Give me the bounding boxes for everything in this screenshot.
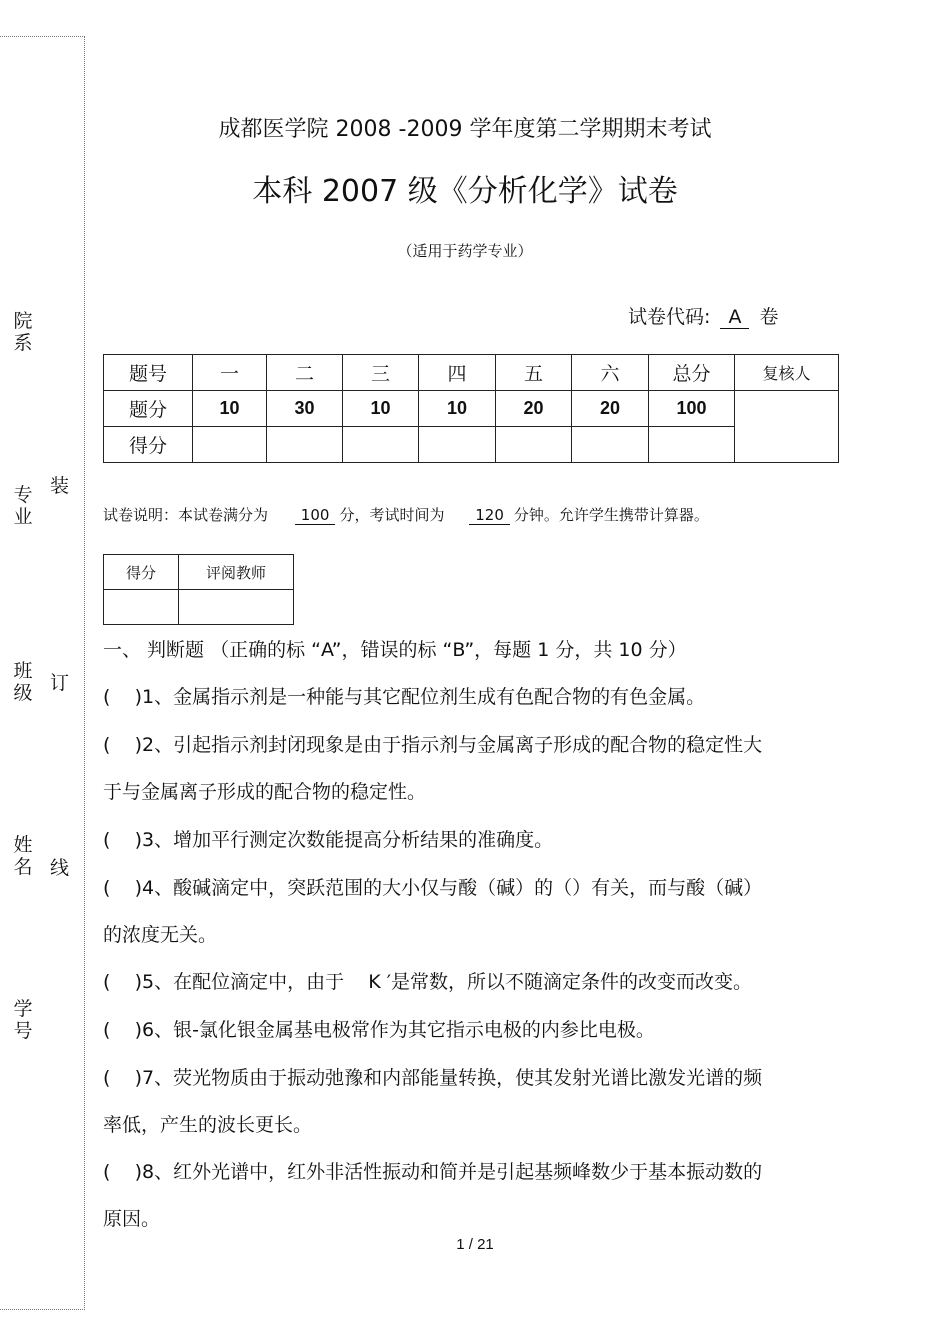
score-input-cell xyxy=(649,427,735,463)
score-input-cell xyxy=(104,590,179,625)
header-cell: 一 xyxy=(193,355,267,391)
question-line: ( )6、银-氯化银金属基电极常作为其它指示电极的内参比电极。 xyxy=(103,1019,655,1041)
section-heading: 一、 判断题 （正确的标 “A”，错误的标 “B”，每题 1 分，共 10 分） xyxy=(103,639,687,661)
header-cell: 五 xyxy=(496,355,572,391)
label-class: 班级 xyxy=(13,660,33,704)
header-cell: 总分 xyxy=(649,355,735,391)
label-student-id: 学号 xyxy=(13,998,33,1042)
score-input-cell xyxy=(267,427,343,463)
page-number: 1 / 21 xyxy=(456,1236,494,1253)
header-cell: 评阅教师 xyxy=(179,555,294,590)
question-line: ( )8、红外光谱中，红外非活性振动和简并是引起基频峰数少于基本振动数的 xyxy=(103,1161,763,1183)
paper-title: 本科 2007 级《分析化学》试卷 xyxy=(252,174,678,209)
table-row xyxy=(104,391,839,427)
score-input-cell xyxy=(419,427,496,463)
score-table xyxy=(103,354,839,463)
applicable-major: （适用于药学专业） xyxy=(397,242,533,260)
points-total-cell: 100 xyxy=(649,391,735,427)
header-cell: 三 xyxy=(343,355,419,391)
question-line: ( )1、金属指示剂是一种能与其它配位剂生成有色配合物的有色金属。 xyxy=(103,686,706,708)
header-cell: 二 xyxy=(267,355,343,391)
note-mid: 分，考试时间为 xyxy=(339,506,445,524)
row-label: 得分 xyxy=(104,427,193,463)
table-row xyxy=(104,427,839,463)
header-cell: 六 xyxy=(572,355,649,391)
binding-mark-xian: 线 xyxy=(50,857,70,879)
note-suffix: 分钟。允许学生携带计算器。 xyxy=(513,506,709,524)
note-prefix: 试卷说明：本试卷满分为 xyxy=(103,506,269,524)
paper-code-suffix: 卷 xyxy=(759,306,779,328)
label-department: 院系 xyxy=(13,310,33,354)
question-line: 于与金属离子形成的配合物的稳定性。 xyxy=(103,781,427,803)
question-line: ( )3、增加平行测定次数能提高分析结果的准确度。 xyxy=(103,829,554,851)
exam-title: 成都医学院 2008 -2009 学年度第二学期期末考试 xyxy=(218,117,712,142)
paper-code-value: A xyxy=(720,306,749,329)
points-cell: 20 xyxy=(572,391,649,427)
paper-code xyxy=(628,302,779,329)
question-line: 率低，产生的波长更长。 xyxy=(103,1114,313,1136)
score-input-cell xyxy=(193,427,267,463)
binding-mark-zhuang: 装 xyxy=(50,475,70,497)
row-label: 题分 xyxy=(104,391,193,427)
points-cell: 30 xyxy=(267,391,343,427)
header-cell: 得分 xyxy=(104,555,179,590)
grader-table xyxy=(103,554,294,625)
binding-mark-ding: 订 xyxy=(50,672,70,694)
question-line: ( )4、酸碱滴定中，突跃范围的大小仅与酸（碱）的（）有关，而与酸（碱） xyxy=(103,877,763,899)
score-input-cell xyxy=(343,427,419,463)
header-cell: 四 xyxy=(419,355,496,391)
points-cell: 20 xyxy=(496,391,572,427)
paper-code-label: 试卷代码: xyxy=(628,306,711,328)
points-cell: 10 xyxy=(343,391,419,427)
question-line: ( )5、在配位滴定中，由于 K ′是常数，所以不随滴定条件的改变而改变。 xyxy=(103,971,753,993)
reviewer-header: 复核人 xyxy=(735,355,839,391)
grader-input-cell xyxy=(179,590,294,625)
exam-time-value: 120 xyxy=(469,506,510,525)
question-line: 原因。 xyxy=(103,1208,161,1230)
label-name: 姓名 xyxy=(13,834,33,878)
table-row xyxy=(104,355,839,391)
header-cell: 题号 xyxy=(104,355,193,391)
full-score-value: 100 xyxy=(295,506,336,525)
exam-instructions xyxy=(103,504,709,525)
question-line: 的浓度无关。 xyxy=(103,924,218,946)
question-line: ( )7、荧光物质由于振动弛豫和内部能量转换，使其发射光谱比激发光谱的频 xyxy=(103,1067,763,1089)
question-line: ( )2、引起指示剂封闭现象是由于指示剂与金属离子形成的配合物的稳定性大 xyxy=(103,734,763,756)
reviewer-cell xyxy=(735,391,839,463)
score-input-cell xyxy=(496,427,572,463)
table-row xyxy=(104,590,294,625)
score-input-cell xyxy=(572,427,649,463)
points-cell: 10 xyxy=(419,391,496,427)
table-row xyxy=(104,555,294,590)
points-cell: 10 xyxy=(193,391,267,427)
label-major: 专业 xyxy=(13,484,33,528)
